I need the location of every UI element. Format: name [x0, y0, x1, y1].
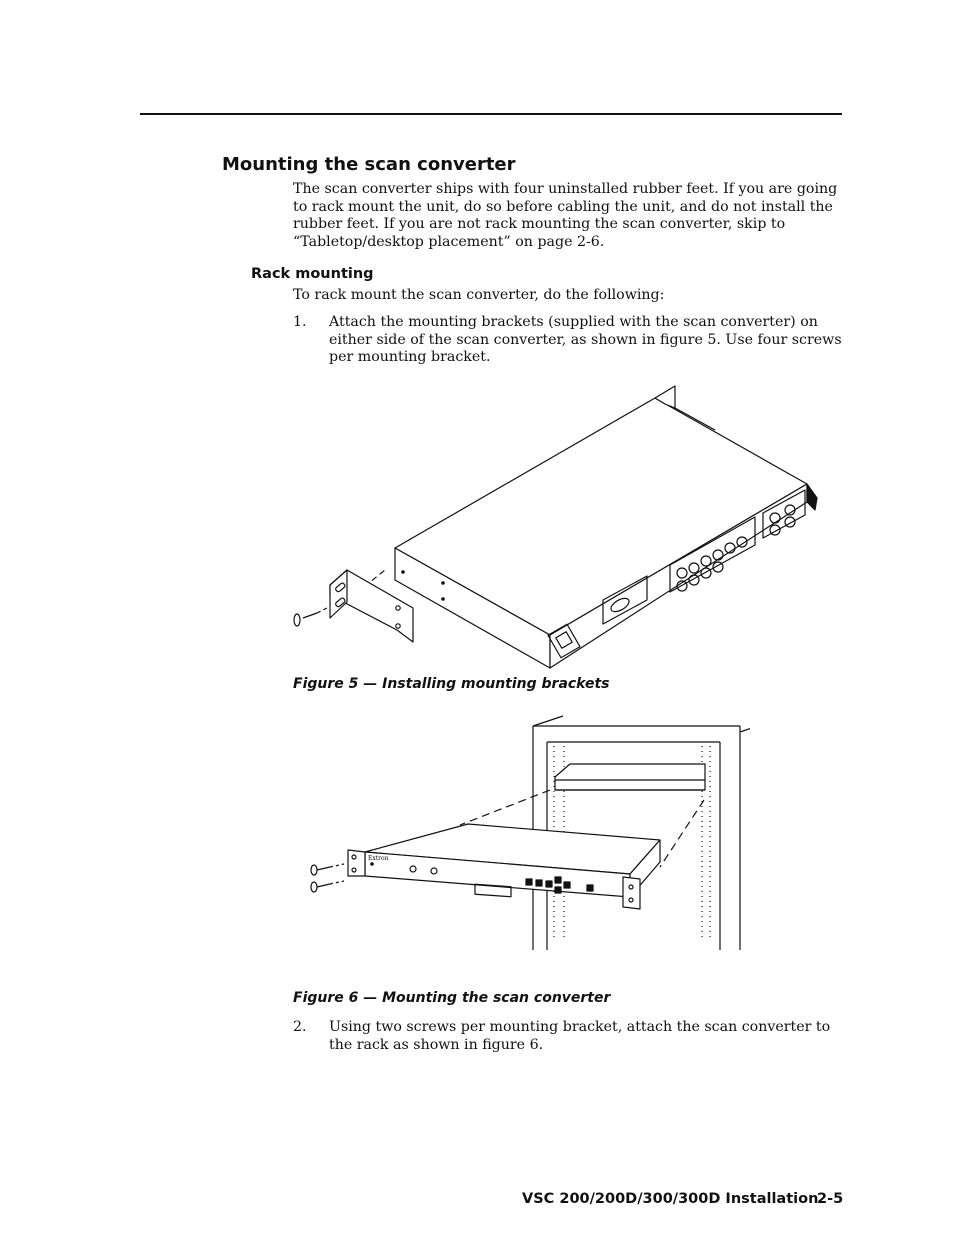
step-text: Using two screws per mounting bracket, attach the scan converter to the rack as shown in figure 6. — [329, 1019, 831, 1053]
step-number: 1. — [293, 314, 307, 330]
device-brand-label: Extron — [368, 855, 389, 862]
step-text: Attach the mounting brackets (supplied with the scan converter) on either side of the scan converter, as shown in figure 5. Use four screws per mounting bracket. — [329, 314, 842, 366]
footer-title: VSC 200/200D/300/300D Installation — [522, 1191, 819, 1207]
header-rule — [140, 113, 842, 115]
step-number: 2. — [293, 1019, 307, 1035]
figure-5-illustration — [285, 380, 830, 670]
page-number: 2-5 — [817, 1191, 844, 1207]
lead-paragraph: To rack mount the scan converter, do the following: — [293, 287, 665, 303]
subsection-heading: Rack mounting — [251, 266, 374, 282]
figure-5-caption: Figure 5 — Installing mounting brackets — [293, 676, 610, 692]
intro-paragraph: The scan converter ships with four uninstalled rubber feet. If you are going to rack mount the unit, do so before cabling the unit, and do not install the rubber feet. If you are not rack mounting the scan converter, skip to “Tabletop/desktop placement” on page 2-6. — [293, 181, 838, 250]
figure-6-caption: Figure 6 — Mounting the scan converter — [293, 990, 611, 1006]
section-heading: Mounting the scan converter — [222, 154, 516, 175]
figure-6-illustration — [300, 712, 750, 957]
